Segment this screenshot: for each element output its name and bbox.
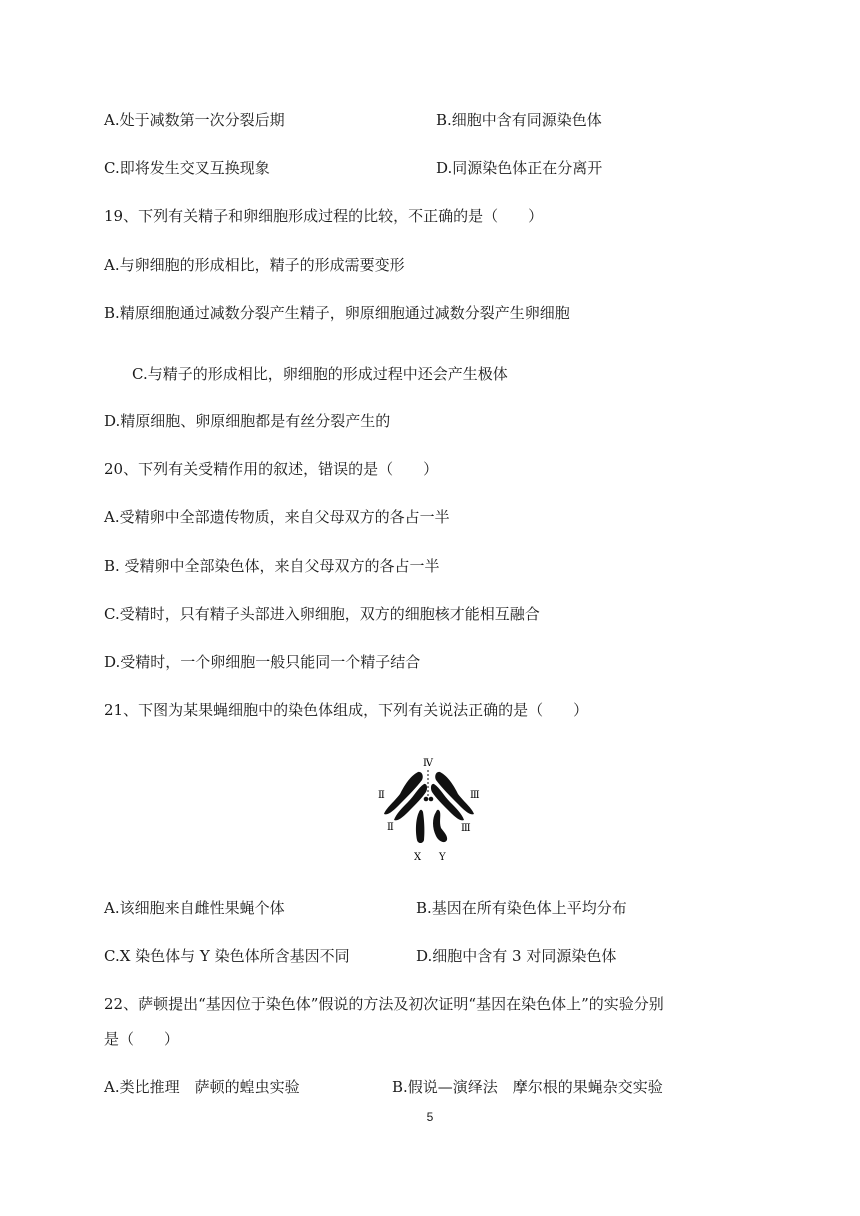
q18-option-b: B.细胞中含有同源染色体 [436, 111, 602, 129]
q19-option-a: A.与卵细胞的形成相比，精子的形成需要变形 [104, 256, 405, 274]
q20-stem: 20、下列有关受精作用的叙述，错误的是（ ） [104, 460, 439, 478]
chromosome-y [433, 810, 447, 842]
label-ii-bottom: Ⅱ [387, 822, 394, 833]
q19-option-c: C.与精子的形成相比，卵细胞的形成过程中还会产生极体 [132, 365, 508, 383]
q20-option-b: B. 受精卵中全部染色体，来自父母双方的各占一半 [104, 557, 440, 575]
q21-option-b: B.基因在所有染色体上平均分布 [416, 899, 627, 917]
q18-option-c: C.即将发生交叉互换现象 [104, 159, 270, 177]
label-ii-top: Ⅱ [378, 790, 385, 801]
q20-option-c: C.受精时，只有精子头部进入卵细胞，双方的细胞核才能相互融合 [104, 605, 540, 623]
label-x: X [414, 852, 422, 863]
q18-option-d: D.同源染色体正在分离开 [436, 159, 603, 177]
q21-option-c: C.X 染色体与 Y 染色体所含基因不同 [104, 947, 350, 965]
q19-option-d: D.精原细胞、卵原细胞都是有丝分裂产生的 [104, 412, 391, 430]
q21-option-a: A.该细胞来自雌性果蝇个体 [104, 899, 285, 917]
q20-option-a: A.受精卵中全部遗传物质，来自父母双方的各占一半 [104, 508, 450, 526]
page-number: 5 [426, 1110, 434, 1124]
chromosome-x [416, 810, 424, 843]
q22-stem-line1: 22、萨顿提出“基因位于染色体”假说的方法及初次证明“基因在染色体上”的实验分别 [104, 995, 664, 1013]
chromosome-figure [370, 752, 490, 864]
q20-option-d: D.受精时，一个卵细胞一般只能同一个精子结合 [104, 653, 421, 671]
q22-stem-line2: 是（ ） [104, 1030, 180, 1048]
label-iii-bottom: Ⅲ [461, 823, 471, 834]
q19-stem: 19、下列有关精子和卵细胞形成过程的比较，不正确的是（ ） [104, 207, 544, 225]
label-iii-top: Ⅲ [470, 790, 480, 801]
q21-stem: 21、下图为某果蝇细胞中的染色体组成，下列有关说法正确的是（ ） [104, 701, 589, 719]
q19-option-b: B.精原细胞通过减数分裂产生精子，卵原细胞通过减数分裂产生卵细胞 [104, 304, 570, 322]
q18-option-a: A.处于减数第一次分裂后期 [104, 111, 285, 129]
q22-option-b: B.假说—演绎法 摩尔根的果蝇杂交实验 [392, 1078, 663, 1096]
q21-option-d: D.细胞中含有 3 对同源染色体 [416, 947, 617, 965]
label-y: Y [439, 852, 446, 863]
q22-option-a: A.类比推理 萨顿的蝗虫实验 [104, 1078, 300, 1096]
label-iv: Ⅳ [423, 758, 433, 769]
